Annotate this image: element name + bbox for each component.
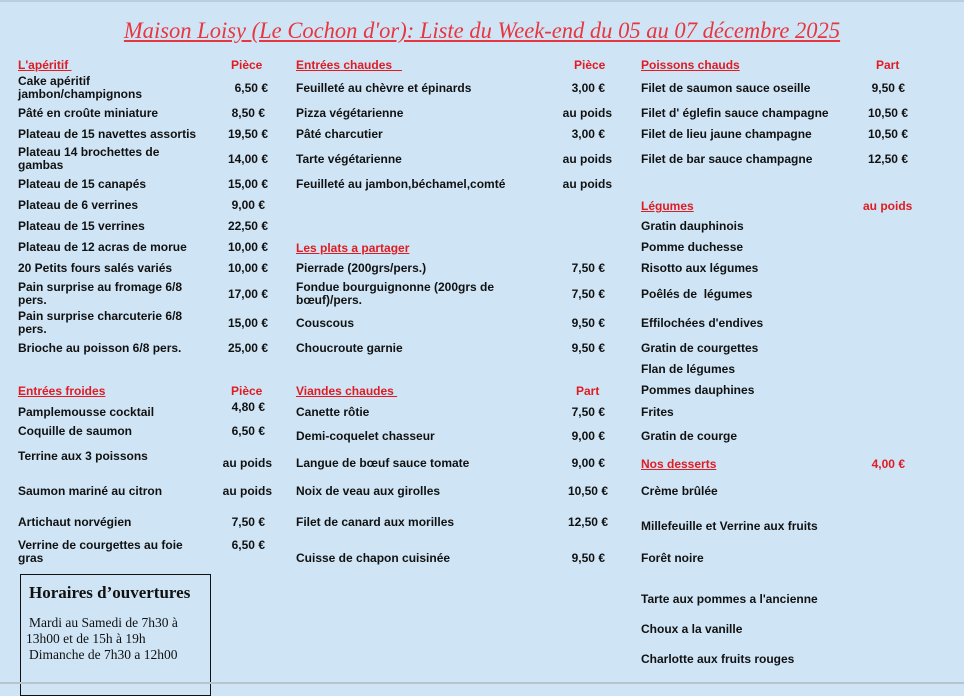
- item-price: 12,50 €: [867, 152, 908, 166]
- item-name: jambon/champignons: [18, 87, 143, 101]
- item-price: 12,50 €: [567, 515, 608, 529]
- section-heading: Poissons chauds: [641, 58, 740, 72]
- menu-item: Plateau de 15 navettes assortis: [18, 127, 197, 141]
- menu-item: Demi-coquelet chasseur: [296, 429, 435, 443]
- unit-label: Part: [576, 384, 600, 398]
- item-price: 6,50 €: [234, 81, 268, 95]
- menu-item: Crème brûlée: [641, 484, 718, 498]
- item-price: au poids: [222, 456, 272, 470]
- menu-item: Pâté en croûte miniature: [18, 106, 159, 120]
- menu-item: Effilochées d'endives: [641, 316, 764, 330]
- item-price: 15,00 €: [227, 177, 268, 191]
- item-name: Plateau 14 brochettes de: [18, 145, 160, 159]
- unit-label: au poids: [863, 199, 913, 213]
- menu-item: Choucroute garnie: [296, 341, 403, 355]
- menu-item: Feuilleté au chèvre et épinards: [296, 81, 472, 95]
- item-price: 15,00 €: [227, 316, 268, 330]
- item-price: 10,50 €: [867, 106, 908, 120]
- menu-item: Plateau de 15 canapés: [18, 177, 147, 191]
- opening-hours-box: [20, 574, 211, 696]
- item-price: 10,50 €: [567, 484, 608, 498]
- menu-item: Millefeuille et Verrine aux fruits: [641, 519, 818, 533]
- menu-item: Langue de bœuf sauce tomate: [296, 456, 470, 470]
- menu-item: [18, 281, 182, 307]
- item-price: 8,50 €: [231, 106, 265, 120]
- top-border: [0, 0, 964, 2]
- unit-label: Pièce: [574, 58, 606, 72]
- item-price: 9,00 €: [571, 429, 605, 443]
- menu-item: Choux a la vanille: [641, 622, 743, 636]
- page-title: Maison Loisy (Le Cochon d'or): Liste du Week-end du 05 au 07 décembre 2025: [123, 18, 841, 43]
- section-heading: Entrées chaudes: [296, 58, 403, 72]
- item-price: 10,00 €: [227, 261, 268, 275]
- item-name: Pain surprise au fromage 6/8: [18, 280, 183, 294]
- menu-item: [18, 146, 159, 172]
- desserts-price: 4,00 €: [871, 457, 905, 471]
- item-price: 7,50 €: [571, 405, 605, 419]
- item-price: 7,50 €: [231, 515, 265, 529]
- menu-item: [296, 281, 494, 307]
- unit-label: Pièce: [231, 384, 263, 398]
- item-name: Pain surprise charcuterie 6/8: [18, 309, 183, 323]
- menu-item: Filet d' églefin sauce champagne: [641, 106, 829, 120]
- item-name: gras: [18, 551, 44, 565]
- item-price: 4,80 €: [231, 400, 265, 414]
- menu-item: Filet de bar sauce champagne: [641, 152, 813, 166]
- opening-hours-title: Horaires d’ouvertures: [29, 583, 191, 602]
- menu-item: Poêlés de légumes: [641, 287, 753, 301]
- menu-item: Terrine aux 3 poissons: [18, 449, 148, 463]
- item-price: au poids: [562, 106, 612, 120]
- menu-item: 20 Petits fours salés variés: [18, 261, 173, 275]
- menu-item: Coquille de saumon: [18, 424, 133, 438]
- item-price: 3,00 €: [571, 127, 605, 141]
- menu-item: Cuisse de chapon cuisinée: [296, 551, 451, 565]
- item-price: au poids: [222, 484, 272, 498]
- menu-item: Filet de saumon sauce oseille: [641, 81, 811, 95]
- item-price: 9,00 €: [571, 456, 605, 470]
- item-name: bœuf)/pers.: [296, 293, 362, 307]
- menu-item: Pizza végétarienne: [296, 106, 404, 120]
- menu-item: Canette rôtie: [296, 405, 370, 419]
- item-price: 9,50 €: [871, 81, 905, 95]
- item-price: 10,00 €: [227, 240, 268, 254]
- menu-item: [18, 75, 142, 101]
- item-name: Cake apéritif: [18, 74, 91, 88]
- menu-item: Tarte végétarienne: [296, 152, 402, 166]
- item-name: gambas: [18, 158, 64, 172]
- item-price: au poids: [562, 152, 612, 166]
- menu-item: Feuilleté au jambon,béchamel,comté: [296, 177, 506, 191]
- section-heading: L'apéritif: [18, 58, 72, 72]
- unit-label: Pièce: [231, 58, 263, 72]
- item-price: 25,00 €: [227, 341, 268, 355]
- opening-hours-line: Dimanche de 7h30 a 12h00: [29, 647, 178, 662]
- item-price: 9,50 €: [571, 341, 605, 355]
- item-price: 14,00 €: [227, 152, 268, 166]
- menu-item: Gratin de courgettes: [641, 341, 759, 355]
- menu-item: Saumon mariné au citron: [18, 484, 163, 498]
- item-price: 6,50 €: [231, 424, 265, 438]
- opening-hours-line: 13h00 et de 15h à 19h: [26, 631, 146, 646]
- menu-item: Pommes dauphines: [641, 383, 755, 397]
- menu-item: Artichaut norvégien: [18, 515, 132, 529]
- item-price: au poids: [562, 177, 612, 191]
- opening-hours-line: Mardi au Samedi de 7h30 à: [29, 615, 178, 630]
- unit-label: Part: [876, 58, 900, 72]
- item-price: 9,50 €: [571, 551, 605, 565]
- menu-item: Pomme duchesse: [641, 240, 744, 254]
- item-price: 7,50 €: [571, 287, 605, 301]
- item-price: 9,00 €: [231, 198, 265, 212]
- menu-item: Filet de canard aux morilles: [296, 515, 455, 529]
- menu-item: Gratin dauphinois: [641, 219, 744, 233]
- menu-item: Forêt noire: [641, 551, 704, 565]
- menu-item: Couscous: [296, 316, 355, 330]
- item-price: 3,00 €: [571, 81, 605, 95]
- menu-item: Plateau de 6 verrines: [18, 198, 139, 212]
- item-price: 6,50 €: [231, 538, 265, 552]
- menu-item: Plateau de 12 acras de morue: [18, 240, 187, 254]
- item-name: pers.: [18, 293, 47, 307]
- item-price: 10,50 €: [867, 127, 908, 141]
- section-heading: Légumes: [641, 199, 694, 213]
- menu-item: Flan de légumes: [641, 362, 736, 376]
- item-price: 22,50 €: [227, 219, 268, 233]
- menu-item: Risotto aux légumes: [641, 261, 759, 275]
- section-heading: Nos desserts: [641, 457, 717, 471]
- menu-item: Brioche au poisson 6/8 pers.: [18, 341, 182, 355]
- menu-item: Frites: [641, 405, 674, 419]
- menu-item: Filet de lieu jaune champagne: [641, 127, 812, 141]
- item-price: 19,50 €: [227, 127, 268, 141]
- menu-item: Gratin de courge: [641, 429, 738, 443]
- menu-item: Pierrade (200grs/pers.): [296, 261, 427, 275]
- menu-item: [18, 539, 183, 565]
- section-heading: Viandes chaudes: [296, 384, 398, 398]
- section-heading: Les plats a partager: [296, 241, 410, 255]
- section-heading: Entrées froides: [18, 384, 106, 398]
- item-price: 9,50 €: [571, 316, 605, 330]
- item-name: Verrine de courgettes au foie: [18, 538, 183, 552]
- menu-item: Noix de veau aux girolles: [296, 484, 441, 498]
- menu-item: Tarte aux pommes a l'ancienne: [641, 592, 818, 606]
- item-price: 17,00 €: [227, 287, 268, 301]
- item-price: 7,50 €: [571, 261, 605, 275]
- menu-item: [18, 310, 182, 336]
- item-name: pers.: [18, 322, 47, 336]
- menu-item: Pamplemousse cocktail: [18, 405, 155, 419]
- menu-item: Plateau de 15 verrines: [18, 219, 145, 233]
- menu-item: Pâté charcutier: [296, 127, 383, 141]
- menu-item: Charlotte aux fruits rouges: [641, 652, 795, 666]
- item-name: Fondue bourguignonne (200grs de: [296, 280, 494, 294]
